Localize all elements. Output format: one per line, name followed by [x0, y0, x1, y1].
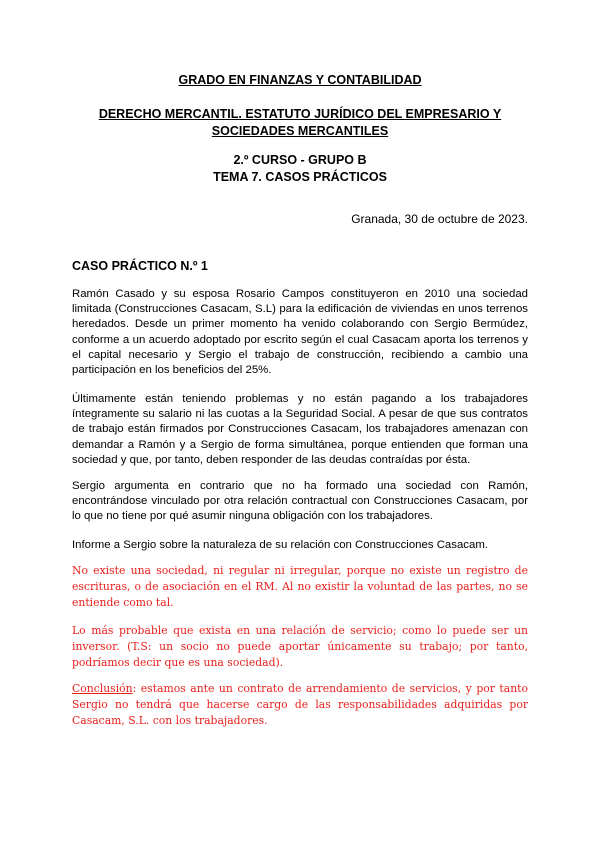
degree-title: GRADO EN FINANZAS Y CONTABILIDAD — [178, 73, 422, 87]
course-line: 2.º CURSO - GRUPO B — [233, 153, 367, 167]
answer-paragraph-2: Lo más probable que exista en una relación de servicio; como lo puede ser un inversor. (T.S: un socio no puede aportar únicamente su trabajo; por tanto, podríamos decir que es una sociedad). — [72, 624, 528, 669]
conclusion-text: : estamos ante un contrato de arrendamiento de servicios, y por tanto Sergio no tendrá que hacerse cargo de las responsabilidades adquiridas por Casacam, S.L. con los trabajadores. — [72, 682, 528, 727]
answer-conclusion — [72, 681, 528, 729]
course-topic-title — [60, 152, 540, 186]
document-date: Granada, 30 de octubre de 2023. — [351, 212, 528, 226]
subject-title — [60, 106, 540, 140]
subject-title-line1: DERECHO MERCANTIL. ESTATUTO JURÍDICO DEL EMPRESARIO Y — [98, 107, 502, 121]
conclusion-label: Conclusión — [72, 682, 133, 695]
case-paragraph-1: Ramón Casado y su esposa Rosario Campos constituyeron en 2010 una sociedad limitada (Construcciones Casacam, S.L) para la edificación de viviendas en unos terrenos heredados. Desde un primer momento ha venido colaborando con Sergio Bermúdez, conforme a un acuerdo adoptado por escrito según el cual Casacam aporta los terrenos y el capital necesario y Sergio el trabajo de construcción, recibiendo a cambio una participación en los beneficios del 25%. — [72, 288, 528, 377]
case-heading: CASO PRÁCTICO N.º 1 — [72, 259, 208, 273]
case-paragraph-2: Últimamente están teniendo problemas y no están pagando a los trabajadores íntegramente su salario ni las cuotas a la Seguridad Social. A pesar de que sus contratos de trabajo están firmados por Construcciones Casacam, los trabajadores amenazan con demandar a Ramón y a Sergio de forma simultánea, porque entienden que forman una sociedad y que, por tanto, deben responder de las deudas contraídas por ésta. — [72, 393, 528, 466]
subject-title-line2: SOCIEDADES MERCANTILES — [211, 124, 389, 138]
case-paragraph-3: Sergio argumenta en contrario que no ha formado una sociedad con Ramón, encontrándose vinculado por otra relación contractual con Construcciones Casacam, por lo que no tiene por qué asumir ninguna obligación con los trabajadores. — [72, 480, 528, 523]
topic-line: TEMA 7. CASOS PRÁCTICOS — [213, 170, 387, 184]
case-question: Informe a Sergio sobre la naturaleza de su relación con Construcciones Casacam. — [72, 539, 488, 551]
answer-paragraph-1: No existe una sociedad, ni regular ni irregular, porque no existe un registro de escrituras, o de asociación en el RM. Al no existir la voluntad de las partes, no se entiende como tal. — [72, 564, 528, 609]
